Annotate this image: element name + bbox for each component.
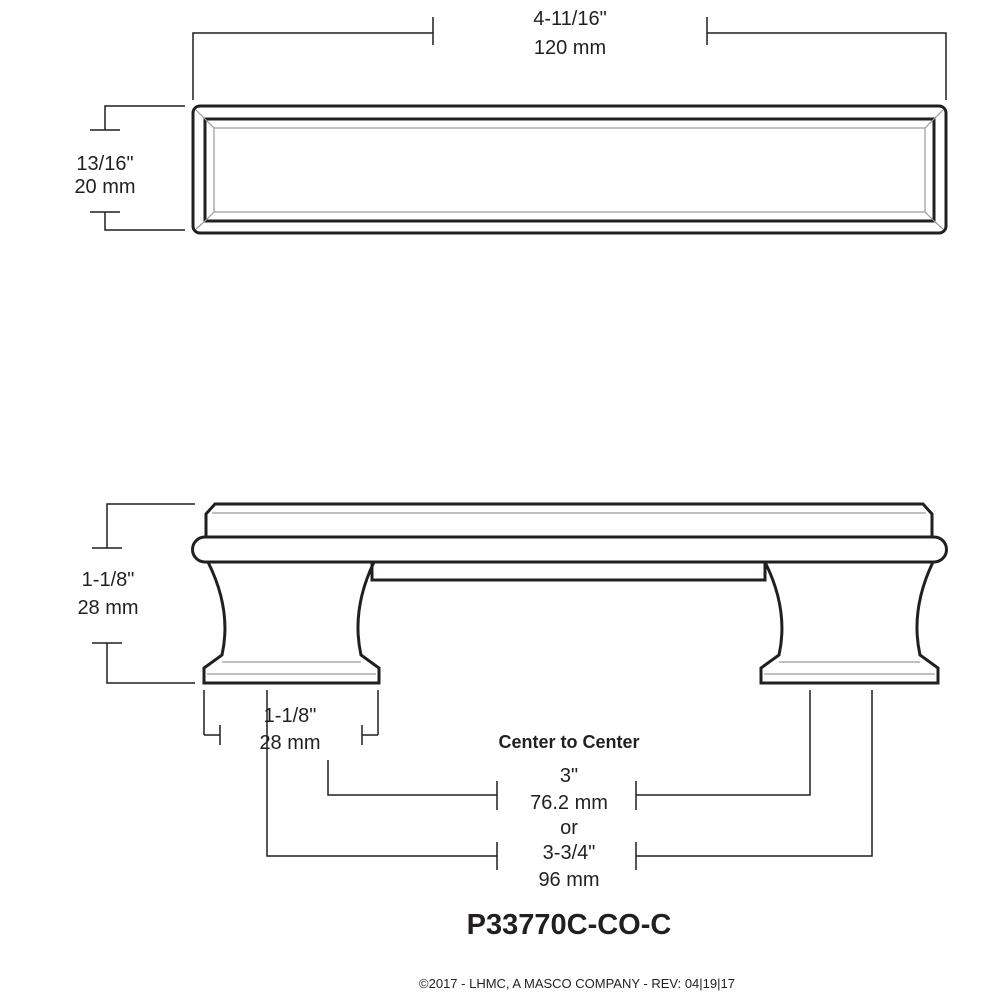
length-dimension bbox=[193, 8, 946, 100]
right-post bbox=[761, 562, 938, 683]
handle-rod bbox=[193, 537, 947, 562]
copyright-footer: ©2017 - LHMC, A MASCO COMPANY - REV: 04|19|17 bbox=[419, 976, 735, 991]
width-mm: 20 mm bbox=[74, 176, 136, 198]
handle-underside bbox=[372, 562, 765, 580]
left-post bbox=[204, 562, 379, 683]
width-in: 13/16" bbox=[76, 153, 134, 175]
part-number: P33770C-CO-C bbox=[466, 909, 672, 941]
cc2-in: 3-3/4" bbox=[542, 842, 596, 864]
handle-inner-face bbox=[205, 119, 934, 221]
handle-inner-bevel bbox=[214, 128, 925, 212]
length-in: 4-11/16" bbox=[533, 8, 607, 30]
top-view bbox=[74, 8, 946, 233]
cc1-mm: 76.2 mm bbox=[530, 792, 608, 814]
length-mm: 120 mm bbox=[533, 37, 607, 59]
height-dimension bbox=[77, 504, 195, 683]
center-to-center-dimension bbox=[267, 690, 872, 891]
handle-top-bar bbox=[206, 504, 932, 537]
handle-outline-top bbox=[193, 106, 946, 233]
height-in: 1-1/8" bbox=[81, 569, 135, 591]
foot-mm: 28 mm bbox=[259, 732, 321, 754]
foot-dimension bbox=[204, 690, 378, 754]
side-view bbox=[77, 504, 946, 891]
cc-label: Center to Center bbox=[498, 732, 640, 752]
foot-in: 1-1/8" bbox=[263, 705, 317, 727]
height-mm: 28 mm bbox=[77, 597, 139, 619]
cc2-mm: 96 mm bbox=[538, 869, 600, 891]
width-dimension bbox=[74, 106, 185, 230]
or-label: or bbox=[560, 817, 578, 839]
cc1-in: 3" bbox=[559, 765, 579, 787]
